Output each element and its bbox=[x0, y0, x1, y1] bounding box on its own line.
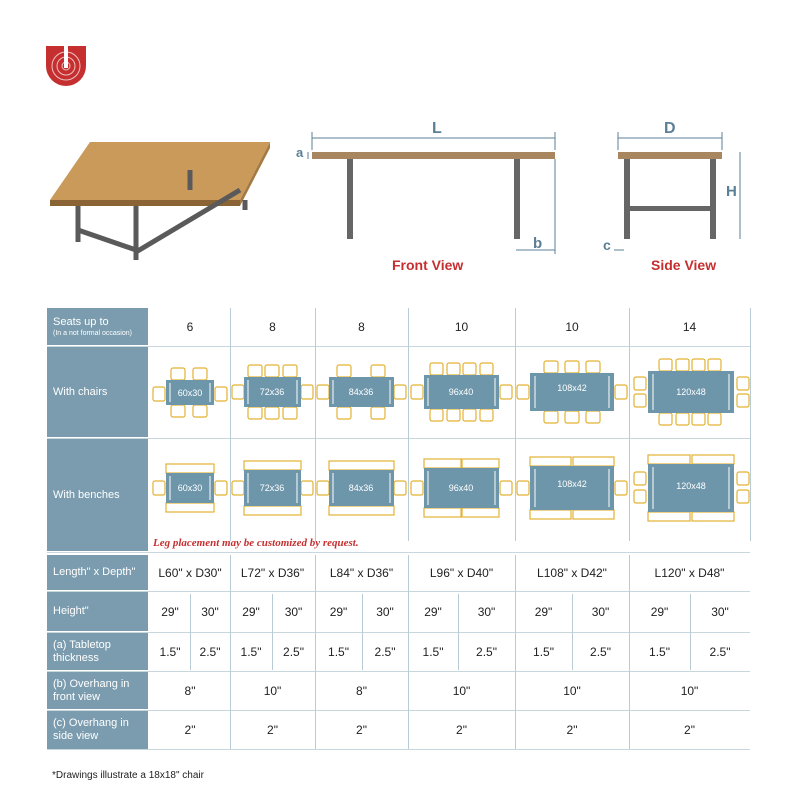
bench-layout-60x30 bbox=[150, 439, 230, 539]
bench-table-label: 84x36 bbox=[348, 483, 374, 493]
chair-layout-84x36 bbox=[315, 347, 408, 437]
bench-layout-120x48 bbox=[629, 439, 750, 539]
chair-layout-96x40 bbox=[408, 347, 515, 437]
row-divider bbox=[47, 749, 750, 750]
side-overhang-value: 2" bbox=[456, 723, 467, 737]
thickness-1-5: 1.5" bbox=[240, 644, 262, 659]
chair-table-label: 96x40 bbox=[448, 387, 474, 397]
bench-table-label: 60x30 bbox=[177, 483, 203, 493]
seats-note: (In a not formal occasion) bbox=[53, 329, 132, 337]
seats-value: 10 bbox=[565, 319, 579, 334]
chair-table-label: 72x36 bbox=[259, 387, 285, 397]
height-30: 30" bbox=[477, 604, 496, 619]
chair-table-label: 60x30 bbox=[177, 388, 203, 398]
side-overhang-value: 2" bbox=[356, 723, 367, 737]
chair-table-label: 84x36 bbox=[348, 387, 374, 397]
dim-H-label: H bbox=[726, 183, 737, 200]
height-divider bbox=[458, 594, 459, 670]
height-29: 29" bbox=[650, 604, 669, 619]
thickness-1-5: 1.5" bbox=[159, 644, 181, 659]
chair-table-label: 108x42 bbox=[557, 383, 587, 393]
size-value: L108" x D42" bbox=[537, 565, 607, 580]
size-value: L60" x D30" bbox=[158, 565, 222, 580]
brand-logo bbox=[46, 46, 86, 86]
front-overhang-value: 8" bbox=[356, 683, 367, 698]
front-view-title: Front View bbox=[392, 257, 464, 273]
bench-table-label: 96x40 bbox=[448, 483, 474, 493]
seats-value: 6 bbox=[186, 319, 194, 334]
thickness-2-5: 2.5" bbox=[199, 644, 221, 659]
height-29: 29" bbox=[242, 604, 260, 619]
chair-table-label: 120x48 bbox=[676, 387, 706, 397]
front-overhang-value: 10" bbox=[680, 683, 699, 698]
size-value: L84" x D36" bbox=[329, 565, 394, 580]
side-view-title: Side View bbox=[651, 257, 717, 273]
bench-table-label: 108x42 bbox=[557, 479, 587, 489]
height-divider bbox=[362, 594, 363, 670]
row-label-side-overhang: (c) Overhang in side view bbox=[47, 711, 148, 749]
height-29: 29" bbox=[424, 604, 442, 619]
bench-layout-72x36 bbox=[230, 439, 315, 539]
size-value: L120" x D48" bbox=[654, 565, 725, 580]
column-divider bbox=[750, 308, 751, 541]
height-30: 30" bbox=[711, 604, 729, 619]
thickness-2-5: 2.5" bbox=[374, 644, 396, 659]
seats-value: 10 bbox=[454, 319, 469, 334]
height-30: 30" bbox=[591, 604, 610, 619]
thickness-1-5: 1.5" bbox=[422, 644, 444, 659]
thickness-2-5: 2.5" bbox=[590, 644, 611, 659]
front-overhang-value: 10" bbox=[452, 683, 471, 698]
thickness-2-5: 2.5" bbox=[476, 644, 497, 659]
size-value: L96" x D40" bbox=[429, 565, 494, 580]
dim-D-label: D bbox=[664, 120, 676, 137]
leg-placement-note: Leg placement may be customized by request. bbox=[153, 537, 359, 549]
thickness-2-5: 2.5" bbox=[283, 644, 304, 659]
bench-layout-84x36 bbox=[315, 439, 408, 539]
height-30: 30" bbox=[284, 604, 303, 619]
row-label-benches: With benches bbox=[47, 439, 148, 551]
table-3d-image bbox=[40, 130, 280, 270]
side-overhang-value: 2" bbox=[684, 723, 695, 737]
seats-label: Seats up to bbox=[53, 315, 109, 328]
row-label-size: Length" x Depth" bbox=[47, 555, 148, 590]
front-overhang-value: 10" bbox=[563, 683, 581, 698]
dim-c-label: c bbox=[603, 237, 611, 253]
drawing-footnote: *Drawings illustrate a 18x18" chair bbox=[52, 770, 204, 781]
side-overhang-value: 2" bbox=[566, 723, 578, 737]
chair-layout-108x42 bbox=[515, 347, 629, 437]
thickness-1-5: 1.5" bbox=[649, 644, 670, 659]
seats-value: 8 bbox=[358, 319, 365, 334]
bench-layout-96x40 bbox=[408, 439, 515, 539]
size-value: L72" x D36" bbox=[240, 565, 305, 580]
bench-table-label: 72x36 bbox=[259, 483, 285, 493]
height-29: 29" bbox=[534, 604, 553, 619]
row-label-front-overhang: (b) Overhang in front view bbox=[47, 672, 148, 709]
height-29: 29" bbox=[329, 604, 348, 619]
height-30: 30" bbox=[376, 604, 394, 619]
front-overhang-value: 8" bbox=[184, 683, 196, 698]
row-label-height: Height" bbox=[47, 592, 148, 631]
thickness-2-5: 2.5" bbox=[709, 644, 731, 659]
seats-value: 8 bbox=[269, 319, 276, 334]
height-30: 30" bbox=[201, 604, 219, 619]
bench-table-label: 120x48 bbox=[676, 481, 706, 491]
row-label-chairs: With chairs bbox=[47, 347, 148, 437]
chair-layout-60x30 bbox=[150, 347, 230, 437]
row-divider bbox=[47, 552, 750, 553]
height-divider bbox=[190, 594, 191, 670]
height-divider bbox=[690, 594, 691, 670]
dim-L-label: L bbox=[432, 120, 442, 137]
row-label-seats bbox=[47, 308, 148, 345]
row-label-thickness: (a) Tabletop thickness bbox=[47, 633, 148, 670]
side-overhang-value: 2" bbox=[267, 723, 278, 737]
height-divider bbox=[572, 594, 573, 670]
thickness-1-5: 1.5" bbox=[533, 644, 554, 659]
dim-a-label: a bbox=[296, 145, 304, 160]
chair-layout-72x36 bbox=[230, 347, 315, 437]
seats-value: 14 bbox=[682, 319, 697, 334]
dim-b-label: b bbox=[533, 235, 543, 252]
front-overhang-value: 10" bbox=[263, 683, 282, 698]
side-overhang-value: 2" bbox=[184, 723, 196, 737]
height-divider bbox=[272, 594, 273, 670]
chair-layout-120x48 bbox=[629, 347, 750, 437]
height-29: 29" bbox=[161, 604, 179, 619]
bench-layout-108x42 bbox=[515, 439, 629, 539]
front-view-drawing bbox=[290, 120, 570, 260]
thickness-1-5: 1.5" bbox=[328, 644, 349, 659]
